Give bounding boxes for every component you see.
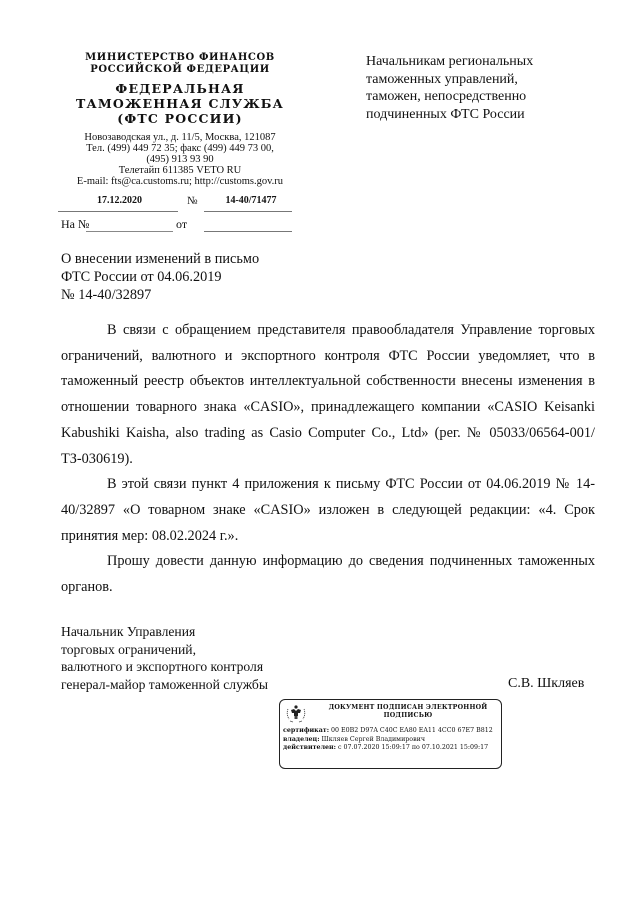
reply-to-field [86,231,173,232]
owner-value: Шкляев Сергей Владимирович [321,735,425,743]
body-paragraph: В связи с обращением представителя правообладателя Управление торговых ограничений, валютного и экспортного контроля ФТС России уведомляет, что в таможенный реестр объектов интеллектуальной собственности внесены изменения в отношении товарного знака «CASIO», принадлежащего компании «CASIO Keisanki Kabushiki Kaisha, also trading as Casio Computer Co., Ltd» (рег. № 05033/06564-001/ТЗ-030619). [61,322,595,467]
ministry-name: МИНИСТЕРСТВО ФИНАНСОВ РОССИЙСКОЙ ФЕДЕРАЦИИ [85,52,275,75]
certificate-label: сертификат: [283,727,330,734]
agency-telex: Телетайп 611385 VETO RU [118,165,242,176]
eagle-emblem-icon [285,703,307,725]
number-underline [204,211,292,212]
agency-email-web: E-mail: fts@ca.customs.ru; http://customs.gov.ru [76,176,284,187]
stamp-owner [283,736,499,745]
addressee: Начальникам региональных таможенных управлений, таможен, непосредственно подчиненных ФТС России [366,54,534,122]
stamp-validity [283,744,499,753]
agency-address: Новозаводская ул., д. 11/5, Москва, 121087 [84,132,276,143]
owner-label: владелец: [283,735,320,743]
letter-body [61,318,595,601]
date-underline [58,211,178,212]
reply-to-label: На № [61,217,90,231]
signer-position: Начальник Управления торговых ограничений, валютного и экспортного контроля генерал-майор таможенной службы [61,624,268,692]
signer-name: С.В. Шкляев [508,676,585,691]
validity-label: действителен: [283,744,336,752]
body-paragraph: Прошу довести данную информацию до сведения подчиненных таможенных органов. [61,553,595,596]
agency-name: ФЕДЕРАЛЬНАЯ ТАМОЖЕННАЯ СЛУЖБА (ФТС РОССИИ) [75,81,285,126]
agency-phone-2: (495) 913 93 90 [146,154,214,165]
agency-contacts [55,132,305,187]
reply-from-field [204,231,292,232]
reply-reference-line [58,216,290,236]
certificate-value: 00 E0B2 D97A C40C EA80 EA11 4CC0 67E7 B812 [331,727,493,734]
body-paragraph: В этой связи пункт 4 приложения к письму ФТС России от 04.06.2019 № 14-40/32897 «О товарном знаке «CASIO» изложен в следующей редакции: «4. Срок принятия мер: 08.02.2024 г.». [61,476,595,544]
registration-line [58,193,290,213]
letterhead [55,52,305,187]
agency-phone: Тел. (499) 449 72 35; факс (499) 449 73 00, [86,143,274,154]
letter-subject: О внесении изменений в письмо ФТС России от 04.06.2019 № 14-40/32897 [61,251,260,303]
document-number: 14-40/71477 [225,195,277,206]
stamp-details [283,727,499,753]
reply-from-label: от [176,217,188,231]
number-sign: № [187,195,198,207]
stamp-title: ДОКУМЕНТ ПОДПИСАН ЭЛЕКТРОННОЙ ПОДПИСЬЮ [328,704,488,719]
validity-value: с 07.07.2020 15:09:17 по 07.10.2021 15:09:17 [337,744,489,752]
stamp-certificate [283,727,499,736]
document-date: 17.12.2020 [97,195,142,206]
electronic-signature-stamp [279,699,502,769]
